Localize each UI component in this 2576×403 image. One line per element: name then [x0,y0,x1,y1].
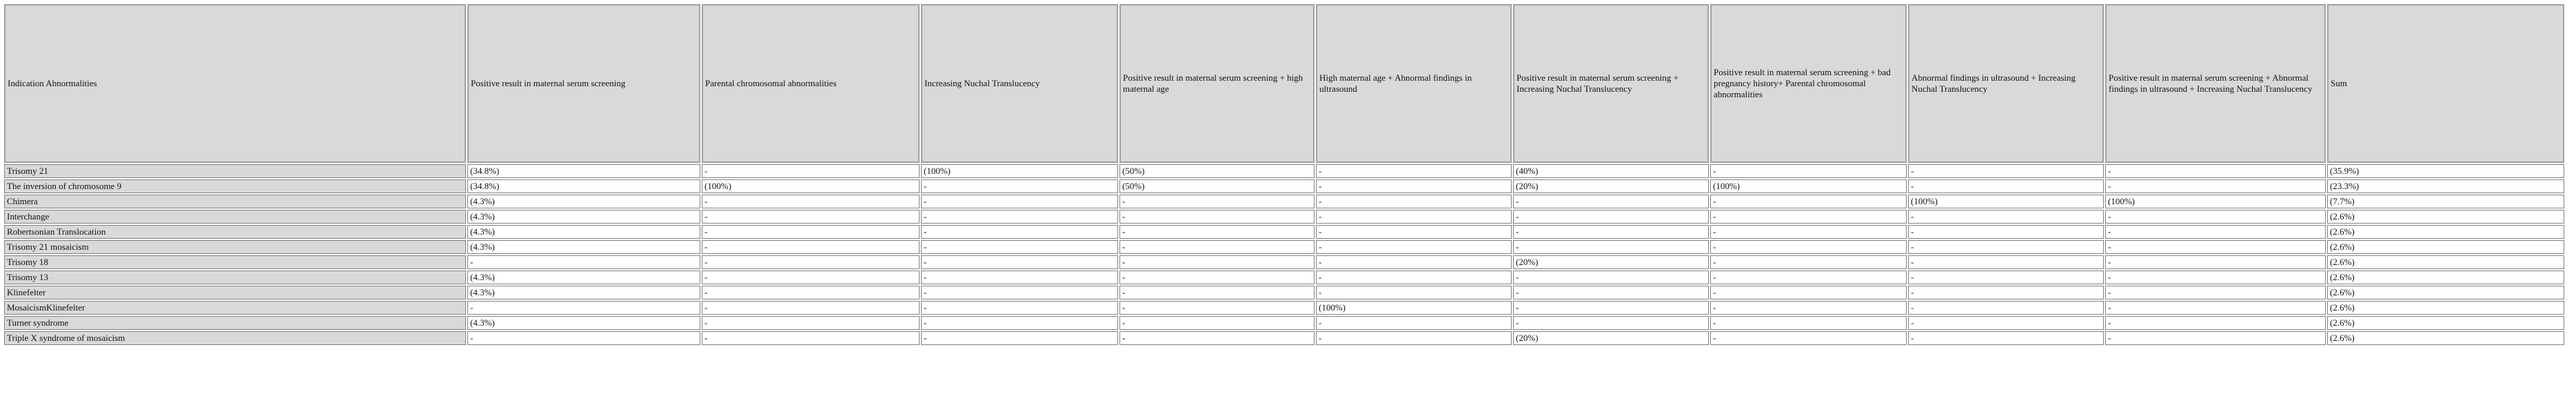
table-cell: (100%) [1908,195,2104,208]
table-cell: (35.9%) [2327,164,2564,178]
table-cell: - [1119,255,1315,269]
table-cell: - [1513,301,1709,315]
table-cell: - [1908,271,2104,284]
table-cell: - [1119,316,1315,330]
table-cell: - [921,179,1118,193]
table-cell: - [1710,225,1907,239]
table-cell: - [2105,255,2326,269]
table-cell: - [702,240,920,254]
table-row [4,286,2564,299]
table-cell: - [1316,331,1512,345]
table-cell: - [1316,316,1512,330]
table-row [4,316,2564,330]
table-cell: (100%) [1710,179,1907,193]
table-row [4,179,2564,193]
table-cell: (4.3%) [467,240,700,254]
table-cell: (100%) [1316,301,1512,315]
table-row [4,164,2564,178]
table-cell: - [2105,331,2326,345]
table-cell: - [1513,195,1709,208]
table-cell: - [1908,179,2104,193]
table-cell: - [921,195,1118,208]
table-cell: - [1710,240,1907,254]
column-header: Positive result in maternal serum screening + bad pregnancy history+ Parental chromosomal abnormalities [1710,4,1907,163]
table-cell: - [1710,271,1907,284]
table-cell: - [1316,271,1512,284]
table-cell: - [2105,225,2326,239]
abnormalities-table [3,3,2566,346]
row-label: Klinefelter [4,286,466,299]
table-cell: (2.6%) [2327,271,2564,284]
table-cell: (20%) [1513,255,1709,269]
table-cell: (4.3%) [467,210,700,224]
table-cell: - [1908,164,2104,178]
table-cell: - [2105,301,2326,315]
table-cell: - [1119,331,1315,345]
row-label: Chimera [4,195,466,208]
column-header-indication: Indication Abnormalities [4,4,466,163]
table-cell: - [921,225,1118,239]
row-label: Triple X syndrome of mosaicism [4,331,466,345]
row-label: Turner syndrome [4,316,466,330]
table-cell: - [1119,286,1315,299]
row-label: Trisomy 21 mosaicism [4,240,466,254]
table-cell: (34.8%) [467,179,700,193]
table-cell: (50%) [1119,164,1315,178]
table-row [4,301,2564,315]
table-cell: - [2105,286,2326,299]
table-cell: - [1316,240,1512,254]
table-cell: - [702,225,920,239]
column-header: Increasing Nuchal Translucency [921,4,1118,163]
table-cell: - [1119,195,1315,208]
column-header: Positive result in maternal serum screening [467,4,700,163]
table-cell: - [1908,316,2104,330]
table-cell: (7.7%) [2327,195,2564,208]
table-cell: (34.8%) [467,164,700,178]
table-cell: - [921,210,1118,224]
column-header: Positive result in maternal serum screening + high maternal age [1119,4,1315,163]
table-cell: (2.6%) [2327,255,2564,269]
row-label: Interchange [4,210,466,224]
table-cell: - [702,271,920,284]
table-cell: - [921,316,1118,330]
row-label: MosaicismKlinefelter [4,301,466,315]
column-header: Positive result in maternal serum screening + Abnormal findings in ultrasound + Increasing Nuchal Translucency [2105,4,2326,163]
table-cell: (2.6%) [2327,286,2564,299]
column-header: Parental chromosomal abnormalities [702,4,920,163]
table-cell: - [702,195,920,208]
table-cell: (2.6%) [2327,316,2564,330]
table-cell: - [702,210,920,224]
table-cell: (2.6%) [2327,331,2564,345]
table-row [4,240,2564,254]
table-cell: - [1316,286,1512,299]
table-cell: (2.6%) [2327,301,2564,315]
table-cell: - [1316,225,1512,239]
table-cell: - [921,301,1118,315]
table-cell: - [1908,255,2104,269]
table-cell: - [1513,286,1709,299]
table-cell: - [702,301,920,315]
table-cell: - [467,331,700,345]
table-cell: - [1316,195,1512,208]
table-cell: - [1316,164,1512,178]
table-cell: (2.6%) [2327,225,2564,239]
row-label: Robertsonian Translocation [4,225,466,239]
table-cell: - [1710,331,1907,345]
table-cell: - [1119,240,1315,254]
table-cell: - [1316,210,1512,224]
row-label: The inversion of chromosome 9 [4,179,466,193]
column-header: Sum [2327,4,2564,163]
table-cell: (23.3%) [2327,179,2564,193]
table-cell: (2.6%) [2327,210,2564,224]
table-cell: - [1513,240,1709,254]
table-cell: (4.3%) [467,286,700,299]
table-cell: - [702,316,920,330]
row-label: Trisomy 13 [4,271,466,284]
table-cell: - [1119,225,1315,239]
column-header: Abnormal findings in ultrasound + Increasing Nuchal Translucency [1908,4,2104,163]
table-cell: - [1710,210,1907,224]
table-row [4,255,2564,269]
table-cell: - [1710,164,1907,178]
table-cell: - [1513,316,1709,330]
table-row [4,210,2564,224]
table-cell: (100%) [2105,195,2326,208]
table-cell: - [1513,271,1709,284]
table-cell: - [921,271,1118,284]
table-cell: - [1316,179,1512,193]
table-cell: (20%) [1513,331,1709,345]
column-header: High maternal age + Abnormal findings in ultrasound [1316,4,1512,163]
table-cell: - [2105,210,2326,224]
table-cell: - [2105,316,2326,330]
table-cell: - [921,240,1118,254]
table-cell: (2.6%) [2327,240,2564,254]
table-cell: (20%) [1513,179,1709,193]
table-cell: - [1710,286,1907,299]
table-row [4,331,2564,345]
table-cell: - [1119,210,1315,224]
table-cell: - [1908,286,2104,299]
table-cell: - [921,286,1118,299]
table-cell: - [921,255,1118,269]
table-cell: - [702,255,920,269]
table-cell: (40%) [1513,164,1709,178]
table-cell: - [1316,255,1512,269]
table-cell: - [1513,225,1709,239]
table-cell: - [1908,210,2104,224]
table-header-row [4,4,2564,163]
row-label: Trisomy 18 [4,255,466,269]
table-cell: (4.3%) [467,225,700,239]
table-cell: - [2105,164,2326,178]
table-cell: - [1710,316,1907,330]
table-cell: - [1119,301,1315,315]
table-cell: (4.3%) [467,316,700,330]
column-header: Positive result in maternal serum screening + Increasing Nuchal Translucency [1513,4,1709,163]
table-cell: - [1710,255,1907,269]
table-cell: (4.3%) [467,271,700,284]
table-cell: - [2105,271,2326,284]
table-cell: - [921,331,1118,345]
table-cell: (4.3%) [467,195,700,208]
table-cell: (100%) [921,164,1118,178]
table-cell: - [1908,240,2104,254]
table-cell: - [1513,210,1709,224]
table-cell: (50%) [1119,179,1315,193]
table-cell: - [2105,179,2326,193]
table-cell: - [702,331,920,345]
table-cell: - [1119,271,1315,284]
table-row [4,195,2564,208]
table-cell: - [1908,301,2104,315]
table-cell: - [702,286,920,299]
table-cell: - [1710,195,1907,208]
table-cell: - [1908,331,2104,345]
table-row [4,271,2564,284]
table-body [4,164,2564,345]
table-row [4,225,2564,239]
table-cell: (100%) [702,179,920,193]
table-cell: - [1908,225,2104,239]
table-container [3,3,2566,346]
table-cell: - [2105,240,2326,254]
table-cell: - [702,164,920,178]
table-cell: - [467,301,700,315]
row-label: Trisomy 21 [4,164,466,178]
table-cell: - [467,255,700,269]
table-cell: - [1710,301,1907,315]
